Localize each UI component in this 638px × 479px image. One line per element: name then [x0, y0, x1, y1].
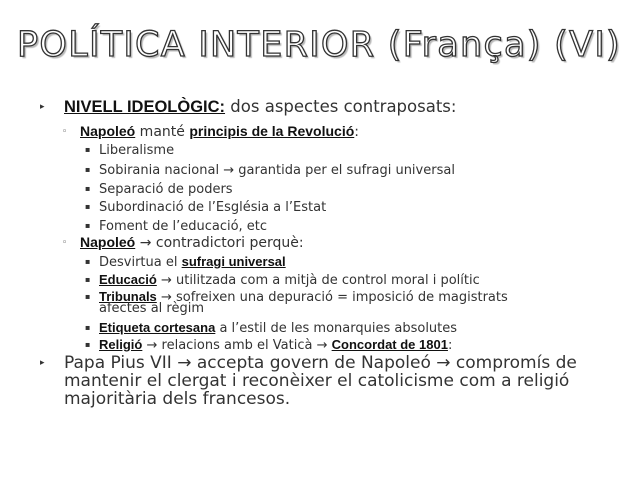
square-bullet-icon: ▪	[85, 165, 91, 174]
arrow-right-icon: →	[160, 273, 172, 288]
arrow-right-icon: →	[436, 353, 451, 373]
square-bullet-icon: ▪	[85, 323, 91, 332]
bullet-ideological-level	[40, 98, 456, 116]
square-bullet-icon: ▪	[85, 145, 91, 154]
square-bullet-icon: ▪	[85, 221, 91, 230]
revolution-principles: principis de la Revolució	[189, 123, 355, 139]
arrow-right-icon: →	[146, 338, 158, 353]
bullet-pope-pius: ▸ Papa Pius VII → accepta govern de Napoleó → compromís de	[40, 353, 577, 373]
ideological-level-text: dos aspectes contraposats:	[225, 97, 457, 116]
list-item: ▪ Desvirtua el sufragi universal	[85, 254, 286, 270]
pope-pius-line-2: mantenir el clergat i reconèixer el catolicisme com a religió	[64, 371, 570, 391]
arrow-right-icon: →	[316, 338, 328, 353]
square-bullet-icon: ▪	[85, 275, 91, 284]
triangle-bullet-icon: ▸	[40, 358, 45, 368]
arrow-right-icon: →	[223, 163, 235, 178]
arrow-right-icon: →	[177, 353, 192, 373]
napoleon-name: Napoleó	[80, 123, 136, 139]
list-item: ▪ Tribunals → sofreixen una depuració = imposició de magistrats	[85, 289, 508, 305]
ideological-level-label: NIVELL IDEOLÒGIC:	[64, 98, 226, 116]
square-bullet-icon: ▪	[85, 184, 91, 193]
list-item-continuation: afectes al règim	[99, 301, 204, 316]
list-item: ▪ Subordinació de l’Església a l’Estat	[85, 200, 327, 215]
napoleon-name: Napoleó	[80, 234, 136, 250]
square-bullet-icon: ▪	[85, 340, 91, 349]
square-bullet-icon: ▪	[85, 257, 91, 266]
square-bullet-icon: ▪	[85, 202, 91, 211]
list-item: ▪ Foment de l’educació, etc	[85, 219, 268, 234]
ring-bullet-icon: ◦	[62, 127, 68, 137]
list-item: ▪ Religió → relacions amb el Vaticà → Concordat de 1801:	[85, 337, 453, 353]
list-item: ▪ Educació → utilitzada com a mitjà de control moral i polític	[85, 272, 480, 288]
triangle-bullet-icon: ▸	[40, 102, 45, 112]
list-item: ▪ Separació de poders	[85, 182, 233, 197]
keeps-text: manté	[135, 124, 190, 140]
list-item: ▪ Etiqueta cortesana a l’estil de les monarquies absolutes	[85, 320, 458, 336]
slide-title: POLÍTICA INTERIOR (França) (VI)	[17, 25, 621, 65]
arrow-right-icon: →	[160, 290, 172, 305]
ring-bullet-icon: ◦	[62, 238, 68, 248]
subbullet-napoleon-contradictory: ◦ Napoleó → contradictori perquè:	[62, 234, 304, 251]
pope-pius-line-3: majoritària dels francesos.	[64, 389, 291, 409]
list-item: ▪ Sobirania nacional → garantida per el sufragi universal	[85, 163, 455, 178]
square-bullet-icon: ▪	[85, 292, 91, 301]
list-item: ▪ Liberalisme	[85, 143, 175, 158]
subbullet-napoleon-keeps: ◦ Napoleó manté principis de la Revolució:	[62, 123, 359, 140]
arrow-right-icon: →	[139, 235, 152, 251]
